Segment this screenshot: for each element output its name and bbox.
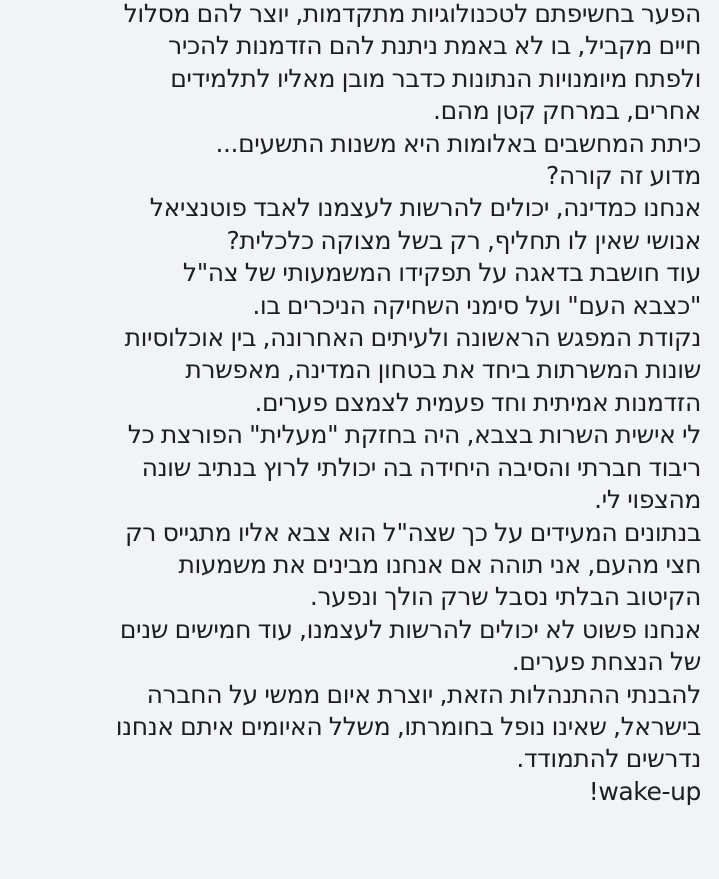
post-line: של הנצחת פערים. xyxy=(511,647,701,677)
post-line: מהצפוי לי. xyxy=(594,485,701,515)
post-line: עוד חושבת בדאגה על תפקידו המשמעותי של צה"ל xyxy=(182,258,701,288)
post-line: wake-up! xyxy=(588,776,701,806)
post-line: הקיטוב הבלתי נסבל שרק הולך ונפער. xyxy=(309,582,701,612)
post-line: כיתת המחשבים באלומות היא משנות התשעים... xyxy=(215,128,701,158)
post-line: לי אישית השרות בצבא, היה בחזקת "מעלית" הפורצת כל xyxy=(127,420,701,450)
post-line: ולפתח מיומנויות הנתונות כדבר מובן מאליו לתלמידים xyxy=(170,63,701,93)
post-line: נקודת המפגש הראשונה ולעיתים האחרונה, בין אוכלוסיות xyxy=(124,323,701,353)
post-line: אנחנו כמדינה, יכולים להרשות לעצמנו לאבד פוטנציאל xyxy=(149,193,701,223)
post-line: שונות המשרתות ביחד את בטחון המדינה, מאפשרת xyxy=(185,355,701,385)
post-line: הזדמנות אמיתית וחד פעמית לצמצם פערים. xyxy=(254,387,701,417)
post-line: חצי מהעם, אני תוהה אם אנחנו מבינים את משמעות xyxy=(178,549,701,579)
post-line: ריבוד חברתי והסיבה היחידה בה יכולתי לרוץ בנתיב שונה xyxy=(141,452,701,482)
post-line: "כצבא העם" ועל סימני השחיקה הניכרים בו. xyxy=(252,290,701,320)
post-line: חיים מקביל, בו לא באמת ניתנת להם הזדמנות להכיר xyxy=(168,31,701,61)
post-line: בישראל, שאינו נופל בחומרתו, משלל האיומים איתם אנחנו xyxy=(115,711,701,741)
post-line: בנתונים המעידים על כך שצה"ל הוא צבא אליו מתגייס רק xyxy=(124,517,701,547)
post-line: הפער בחשיפתם לטכנולוגיות מתקדמות, יוצר להם מסלול xyxy=(123,0,701,28)
post-line: אחרים, במרחק קטן מהם. xyxy=(433,96,701,126)
post-line: אנושי שאין לו תחליף, רק בשל מצוקה כלכלית? xyxy=(226,225,701,255)
post-text xyxy=(12,0,701,808)
post-line: להבנתי ההתנהלות הזאת, יוצרת איום ממשי על החברה xyxy=(146,679,701,709)
post-line: מדוע זה קורה? xyxy=(545,161,701,191)
post-line: אנחנו פשוט לא יכולים להרשות לעצמנו, עוד חמישים שנים xyxy=(119,614,701,644)
post-line: נדרשים להתמודד. xyxy=(516,744,701,774)
